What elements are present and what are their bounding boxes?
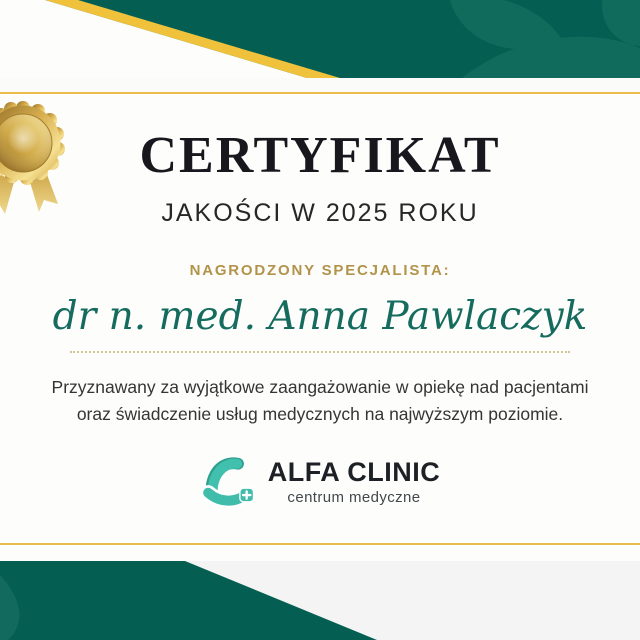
bottom-left-wedge [0, 561, 640, 640]
description-line-1: Przyznawany za wyjątkowe zaangażowanie w opiekę nad pacjentami [51, 377, 589, 397]
top-white-strip [0, 78, 640, 92]
top-banner [0, 0, 640, 78]
bottom-gold-line [0, 543, 640, 545]
description-line-2: oraz świadczenie usług medycznych na najwyższym poziomie. [76, 404, 564, 424]
clinic-logo-text [268, 457, 440, 506]
awardee-name: dr n. med. Anna Pawlaczyk [52, 294, 588, 339]
certificate-subtitle: JAKOŚCI W 2025 ROKU [161, 199, 479, 227]
alfa-clinic-logo-icon [200, 452, 258, 510]
clinic-name: ALFA CLINIC [267, 456, 441, 487]
clinic-tagline: centrum medyczne [287, 488, 421, 506]
clinic-logo [0, 452, 640, 510]
awardee-label: NAGRODZONY SPECJALISTA: [189, 262, 451, 279]
top-gold-line [0, 92, 640, 94]
certificate-description [0, 374, 640, 428]
dotted-separator [70, 351, 570, 353]
certificate-title: CERTYFIKAT [139, 127, 501, 184]
bottom-area [0, 561, 640, 640]
